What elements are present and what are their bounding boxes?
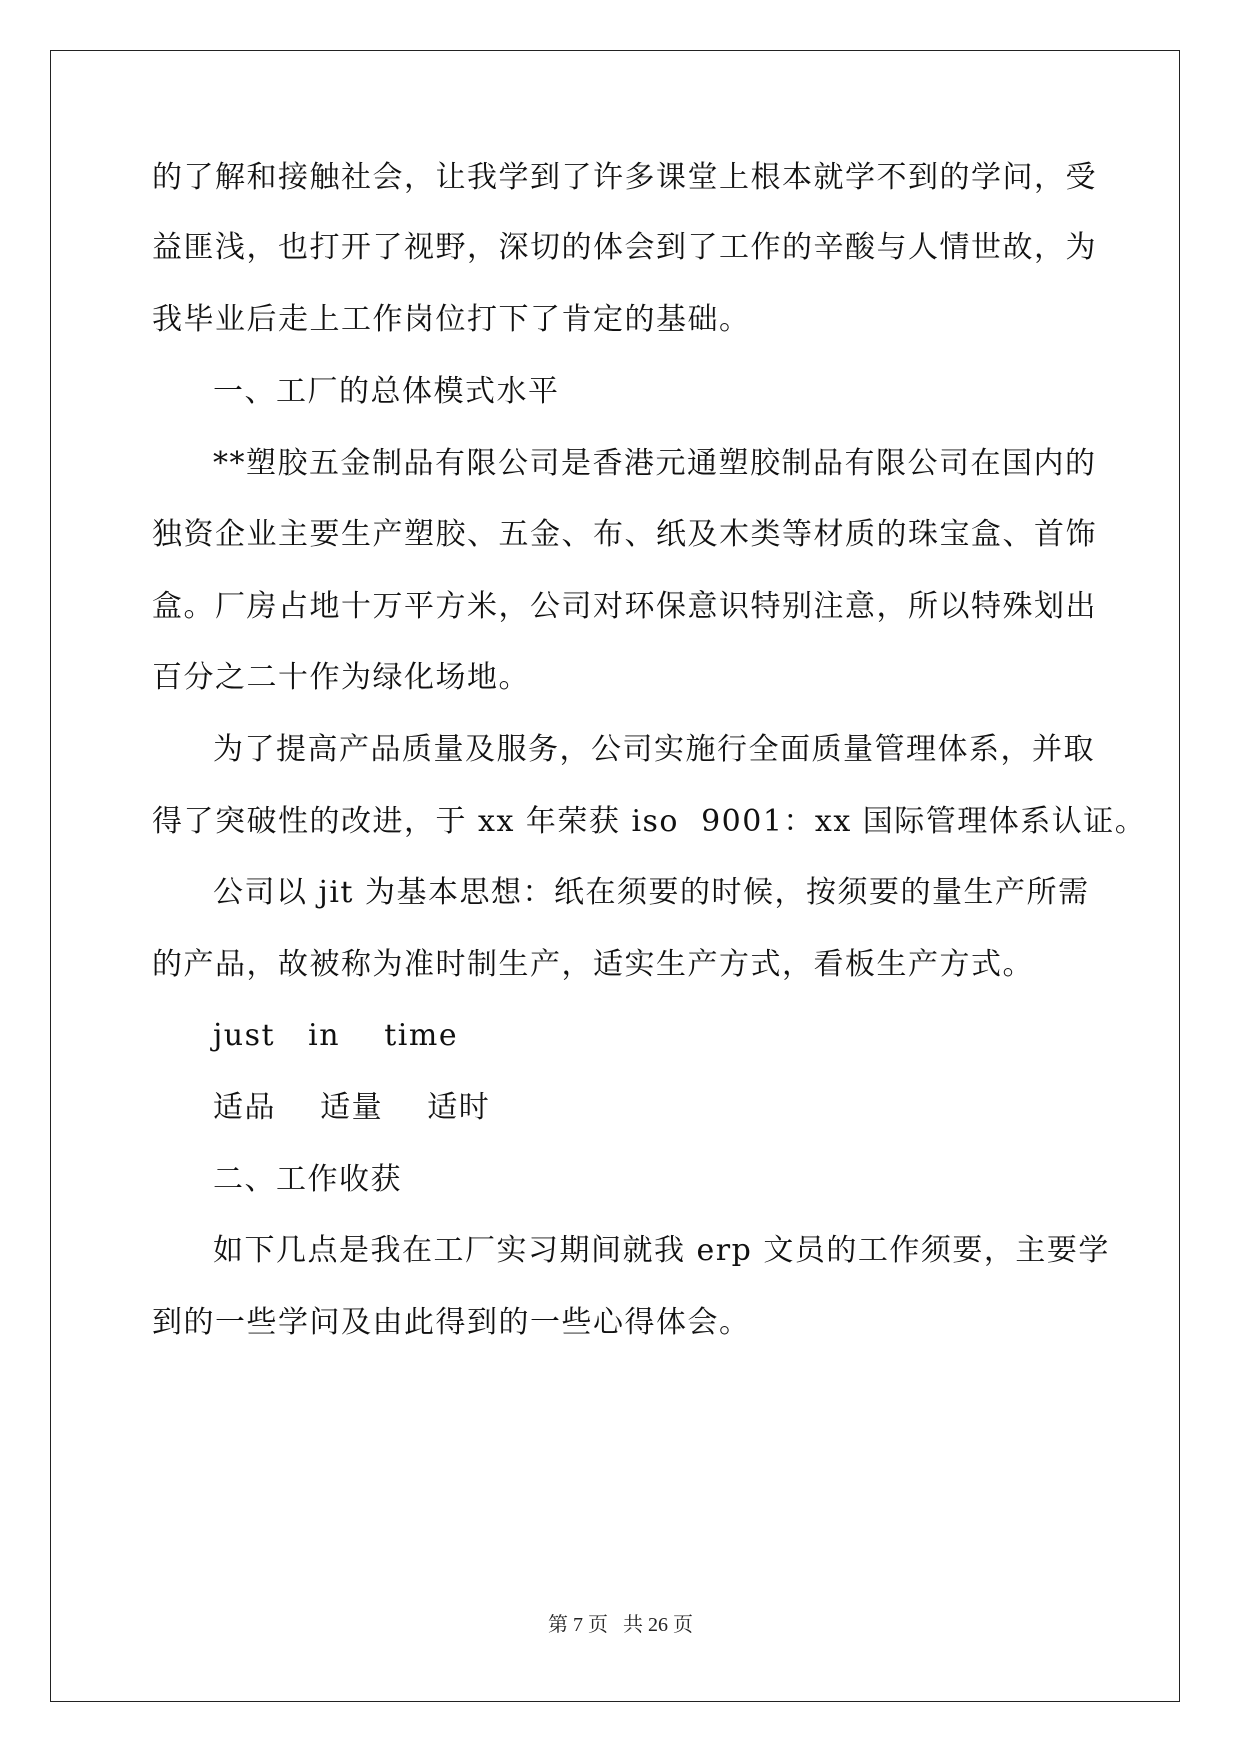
- body-text-line: 盒。厂房占地十万平方米，公司对环保意识特别注意，所以特殊划出: [152, 589, 1097, 624]
- body-text-line: 适品 适量 适时: [213, 1090, 491, 1125]
- body-text-line: 如下几点是我在工厂实习期间就我 erp 文员的工作须要，主要学: [213, 1233, 1110, 1268]
- body-text-line: 百分之二十作为绿化场地。: [152, 660, 530, 695]
- body-text-line: just in time: [213, 1018, 459, 1053]
- body-text-line: 的了解和接触社会，让我学到了许多课堂上根本就学不到的学问，受: [152, 160, 1097, 195]
- body-text-line: **塑胶五金制品有限公司是香港元通塑胶制品有限公司在国内的: [213, 446, 1097, 481]
- section-heading: 一、工厂的总体模式水平: [213, 374, 560, 409]
- section-heading: 二、工作收获: [213, 1162, 402, 1197]
- page-number-footer: 第 7 页 共 26 页: [548, 1614, 693, 1636]
- body-text-line: 为了提高产品质量及服务，公司实施行全面质量管理体系，并取: [213, 732, 1095, 767]
- body-text-line: 我毕业后走上工作岗位打下了肯定的基础。: [152, 302, 751, 337]
- body-text-line: 公司以 jit 为基本思想：纸在须要的时候，按须要的量生产所需: [213, 875, 1090, 910]
- body-text-line: 益匪浅，也打开了视野，深切的体会到了工作的辛酸与人情世故，为: [152, 230, 1097, 265]
- body-text-line: 的产品，故被称为准时制生产，适实生产方式，看板生产方式。: [152, 947, 1034, 982]
- body-text-line: 到的一些学问及由此得到的一些心得体会。: [152, 1305, 751, 1340]
- body-text-line: 独资企业主要生产塑胶、五金、布、纸及木类等材质的珠宝盒、首饰: [152, 517, 1097, 552]
- body-text-line: 得了突破性的改进，于 xx 年荣获 iso 9001：xx 国际管理体系认证。: [152, 804, 1147, 839]
